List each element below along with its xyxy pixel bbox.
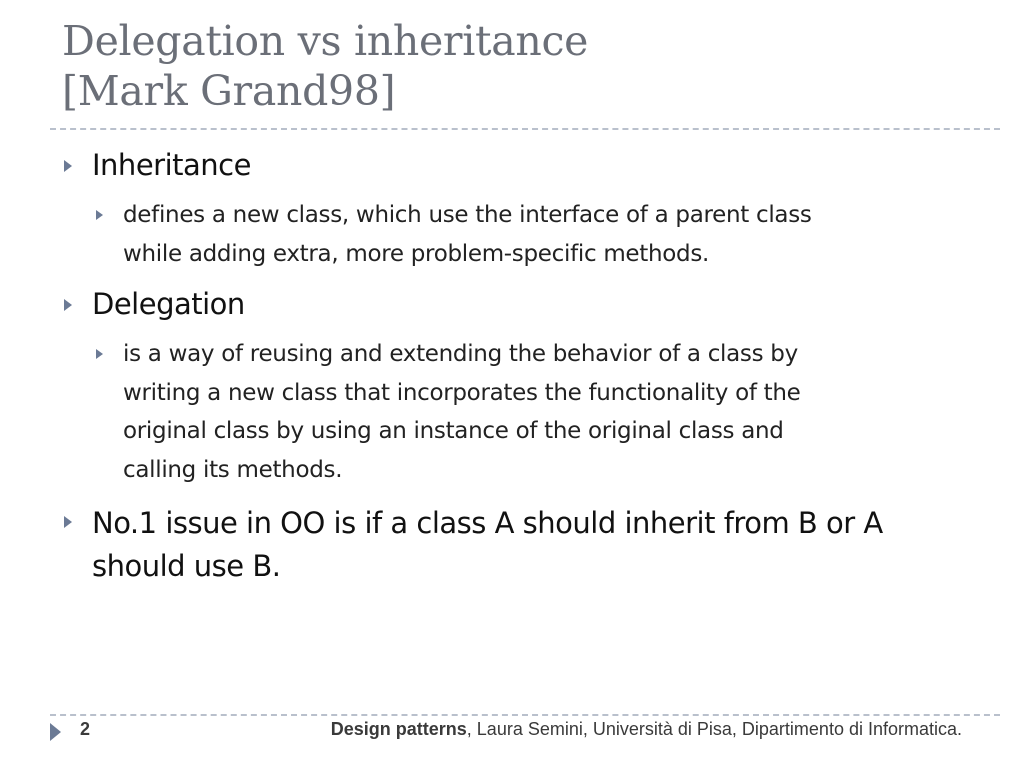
footer-credit-author: , Laura Semini, Università di Pisa, Dipartimento di Informatica.	[466, 719, 962, 739]
sub-bullet-line: writing a new class that incorporates the functionality of the	[123, 379, 801, 406]
bullet-line: should use B.	[92, 549, 281, 583]
slide-title	[62, 16, 962, 116]
sub-bullet-line: while adding extra, more problem-specific methods.	[123, 240, 710, 267]
slide-title-line: [Mark Grand98]	[62, 67, 396, 115]
footer-credit-course: Design patterns	[330, 719, 467, 739]
bullet-delegation: Delegation	[92, 287, 245, 321]
sub-bullet-line: calling its methods.	[123, 456, 343, 483]
sub-bullet-line: is a way of reusing and extending the behavior of a class by	[123, 341, 798, 367]
sub-bullet-line: defines a new class, which use the interface of a parent class	[123, 202, 812, 228]
slide-title-line: Delegation vs inheritance	[62, 17, 589, 65]
bullet-triangle-right-icon	[64, 160, 72, 172]
footer-divider	[50, 714, 1000, 716]
sub-bullet-triangle-right-icon	[96, 349, 103, 359]
bullet-line: No.1 issue in OO is if a class A should inherit from B or A	[92, 506, 883, 540]
bullet-inheritance: Inheritance	[92, 148, 251, 182]
sub-bullet-inheritance-definition	[123, 196, 963, 273]
sub-bullet-delegation-definition	[123, 335, 963, 489]
page-number: 2	[80, 719, 91, 739]
footer-credit	[331, 719, 962, 740]
sub-bullet-line: original class by using an instance of the original class and	[123, 418, 784, 444]
bullet-triangle-right-icon	[64, 299, 72, 311]
footer-triangle-right-icon	[50, 723, 61, 741]
sub-bullet-triangle-right-icon	[96, 210, 103, 220]
bullet-triangle-right-icon	[64, 516, 72, 528]
bullet-no1-issue	[92, 502, 883, 588]
title-divider	[50, 128, 1000, 130]
